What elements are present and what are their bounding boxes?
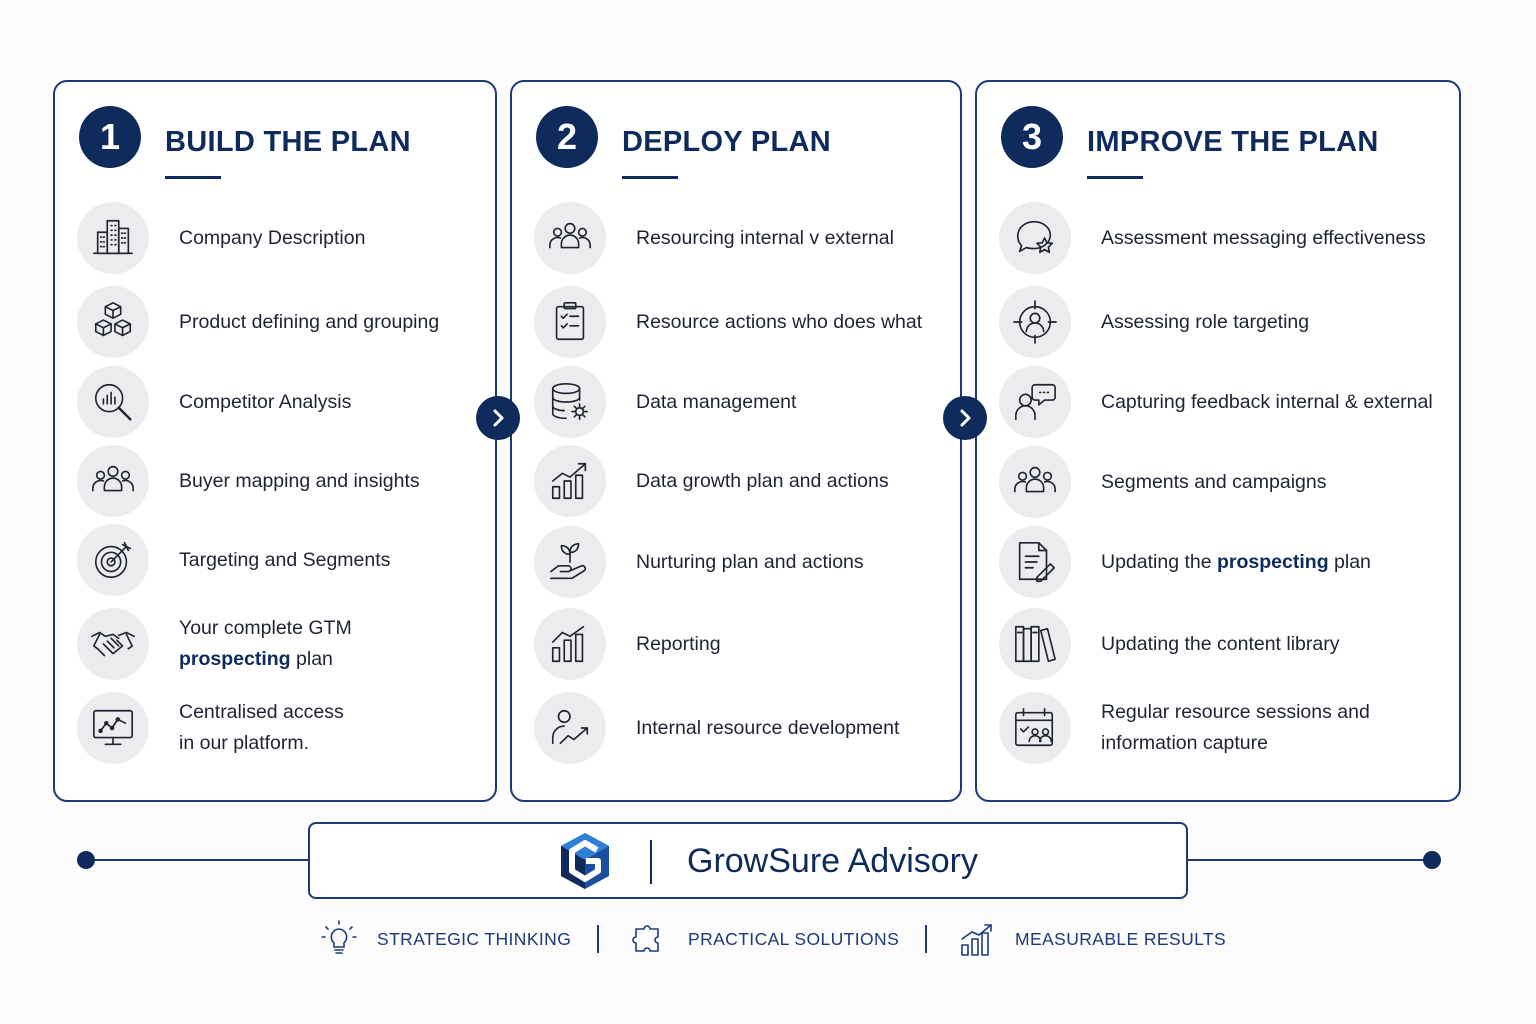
item-label-line: Targeting and Segments	[179, 548, 391, 571]
item-label-part: plan	[1328, 550, 1371, 573]
hand-plant-icon	[547, 539, 593, 585]
item-icon-badge	[534, 445, 606, 517]
books-icon	[1012, 621, 1058, 667]
item-label-line: Buyer mapping and insights	[179, 469, 420, 492]
item-label-line: information capture	[1101, 732, 1268, 754]
item-label	[179, 387, 351, 418]
step-list-item	[999, 366, 1451, 438]
database-gear-icon	[547, 379, 593, 425]
item-label-line: Competitor Analysis	[179, 390, 352, 413]
item-label-line: Segments and campaigns	[1101, 470, 1327, 493]
item-label-line: Data management	[636, 390, 797, 413]
step-list-item	[77, 524, 487, 596]
item-label	[1101, 307, 1309, 338]
tagline-practical	[630, 915, 899, 963]
step-number-badge: 1	[79, 106, 141, 168]
item-label-line: Assessing role targeting	[1101, 310, 1310, 333]
brand-banner	[308, 822, 1188, 899]
title-underline	[165, 176, 221, 179]
step-number-badge: 3	[1001, 106, 1063, 168]
next-step-arrow	[943, 396, 987, 440]
item-label-highlight: prospecting	[179, 648, 291, 670]
step-title: BUILD THE PLAN	[165, 126, 411, 158]
step-list-item	[534, 692, 952, 764]
item-label	[636, 307, 922, 338]
tagline-text: MEASURABLE RESULTS	[1015, 928, 1227, 949]
step-title: IMPROVE THE PLAN	[1087, 126, 1379, 158]
item-label	[179, 697, 344, 759]
brand-line-dot	[1423, 851, 1441, 869]
target-icon	[90, 537, 136, 583]
item-label	[1101, 697, 1370, 759]
step-list-item	[534, 608, 952, 680]
brand-line-left	[86, 859, 308, 861]
item-icon-badge	[77, 286, 149, 358]
item-icon-badge	[77, 445, 149, 517]
step-list-item	[534, 366, 952, 438]
item-label	[636, 223, 894, 254]
brand-line-right	[1188, 859, 1432, 861]
growth-chart-icon	[957, 919, 997, 959]
item-icon-badge	[77, 608, 149, 680]
tagline-measurable	[957, 915, 1226, 963]
step-list-item	[534, 445, 952, 517]
magnifier-chart-icon	[90, 379, 136, 425]
step-list-item	[534, 202, 952, 274]
step-list-item	[999, 526, 1451, 598]
step-panel-improve	[975, 80, 1461, 802]
step-list-item	[77, 445, 487, 517]
step-panel-build	[53, 80, 497, 802]
item-label	[636, 629, 721, 660]
item-label	[179, 223, 365, 254]
chevron-right-icon	[955, 408, 975, 428]
bar-chart-icon	[547, 621, 593, 667]
step-list-item	[999, 692, 1451, 764]
item-icon-badge	[534, 692, 606, 764]
item-icon-badge	[77, 692, 149, 764]
calendar-people-icon	[1012, 705, 1058, 751]
item-label	[179, 466, 420, 497]
item-icon-badge	[77, 366, 149, 438]
step-panel-deploy	[510, 80, 962, 802]
item-icon-badge	[999, 526, 1071, 598]
step-list-item	[77, 286, 487, 358]
title-underline	[1087, 176, 1143, 179]
chevron-right-icon	[488, 408, 508, 428]
item-label	[1101, 387, 1433, 418]
tagline-separator	[925, 925, 927, 953]
item-icon-badge	[999, 692, 1071, 764]
item-icon-badge	[534, 608, 606, 680]
growth-chart-icon	[547, 458, 593, 504]
item-label-line: Updating the content library	[1101, 632, 1340, 655]
item-label	[179, 307, 439, 338]
brand-line-dot	[77, 851, 95, 869]
item-label-line: Resource actions who does what	[636, 310, 923, 333]
item-label-line: Resourcing internal v external	[636, 226, 894, 249]
step-list-item	[77, 202, 487, 274]
item-label-line: Capturing feedback internal & external	[1101, 390, 1433, 413]
clipboard-check-icon	[547, 299, 593, 345]
item-label	[636, 387, 796, 418]
document-pen-icon	[1012, 539, 1058, 585]
item-label-line: Company Description	[179, 226, 366, 249]
buildings-icon	[90, 215, 136, 261]
item-label	[1101, 629, 1339, 660]
brand-name: GrowSure Advisory	[687, 842, 978, 880]
tagline-strategic	[319, 915, 571, 963]
next-step-arrow	[476, 396, 520, 440]
item-icon-badge	[534, 286, 606, 358]
item-icon-badge	[999, 608, 1071, 680]
item-label-line: Product defining and grouping	[179, 310, 440, 333]
title-underline	[622, 176, 678, 179]
tagline-text: STRATEGIC THINKING	[377, 928, 572, 949]
item-icon-badge	[999, 286, 1071, 358]
item-label	[636, 547, 864, 578]
step-list-item	[534, 526, 952, 598]
item-label	[179, 545, 390, 576]
item-icon-badge	[999, 366, 1071, 438]
item-label-line: in our platform.	[179, 732, 310, 754]
item-label-line: Your complete GTM	[179, 617, 352, 639]
item-icon-badge	[999, 202, 1071, 274]
handshake-icon	[90, 621, 136, 667]
item-label	[1101, 467, 1326, 498]
item-label-line: Assessment messaging effectiveness	[1101, 226, 1426, 249]
item-label	[1101, 223, 1426, 254]
item-label	[179, 613, 352, 675]
people-group-icon	[90, 458, 136, 504]
item-icon-badge	[77, 202, 149, 274]
people-group-icon	[547, 215, 593, 261]
step-title: DEPLOY PLAN	[622, 126, 832, 158]
item-label-part: plan	[290, 648, 333, 670]
item-label-line: Nurturing plan and actions	[636, 550, 864, 573]
step-number-badge: 2	[536, 106, 598, 168]
item-label	[636, 713, 899, 744]
person-growth-icon	[547, 705, 593, 751]
crosshair-person-icon	[1012, 299, 1058, 345]
item-label-part: Updating the	[1101, 550, 1218, 573]
step-list-item	[999, 608, 1451, 680]
item-label-line: Centralised access	[179, 701, 344, 723]
item-label-line: Reporting	[636, 632, 721, 655]
step-list-item	[999, 446, 1451, 518]
item-icon-badge	[999, 446, 1071, 518]
step-list-item	[999, 202, 1451, 274]
chat-star-icon	[1012, 215, 1058, 261]
item-label-line: Data growth plan and actions	[636, 469, 889, 492]
brand-divider	[650, 840, 652, 884]
item-label-line: Regular resource sessions and	[1101, 701, 1370, 723]
puzzle-icon	[630, 919, 670, 959]
tagline-separator	[597, 925, 599, 953]
cubes-icon	[90, 299, 136, 345]
item-icon-badge	[77, 524, 149, 596]
step-list-item	[999, 286, 1451, 358]
tagline-text: PRACTICAL SOLUTIONS	[688, 928, 900, 949]
monitor-chart-icon	[90, 705, 136, 751]
item-label	[1101, 547, 1371, 578]
item-icon-badge	[534, 366, 606, 438]
step-list-item	[77, 692, 487, 764]
person-chat-icon	[1012, 379, 1058, 425]
step-list-item	[534, 286, 952, 358]
item-icon-badge	[534, 526, 606, 598]
growsure-logo-icon	[558, 831, 612, 891]
item-label-line	[179, 644, 352, 675]
lightbulb-icon	[319, 919, 359, 959]
item-label-highlight: prospecting	[1217, 550, 1329, 573]
step-list-item	[77, 608, 487, 680]
people-group-icon	[1012, 459, 1058, 505]
step-list-item	[77, 366, 487, 438]
item-label-line: Internal resource development	[636, 716, 900, 739]
item-icon-badge	[534, 202, 606, 274]
item-label	[636, 466, 889, 497]
